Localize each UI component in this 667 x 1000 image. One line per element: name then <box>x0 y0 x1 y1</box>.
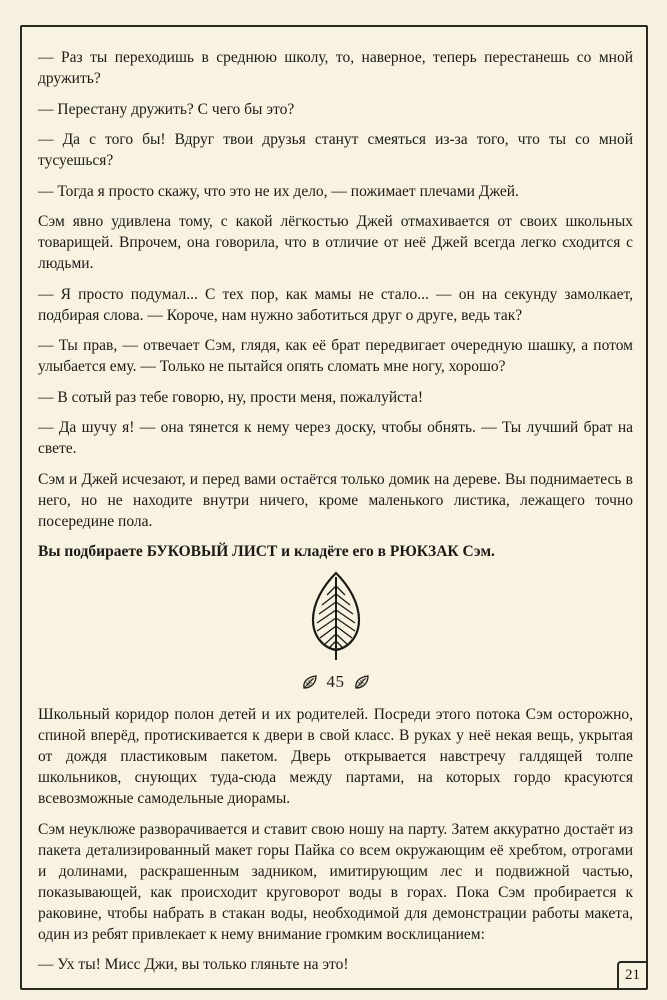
beech-leaf-icon <box>310 570 362 662</box>
book-page <box>20 25 648 990</box>
paragraph: — Ты прав, — отвечает Сэм, глядя, как её брат передвигает очередную шашку, а потом улыбается ему. — Только не пытайся опять сломать мне ногу, хорошо? <box>38 337 633 375</box>
section-marker <box>38 672 633 692</box>
paragraph: Школьный коридор полон детей и их родителей. Посреди этого потока Сэм осторожно, спиной вперёд, протискивается к двери в свой класс. В руках у неё некая вещь, укрытая от дождя пластиковым пакетом. Дверь открывается навстречу галдящей толпе школьников, снующих туда-сюда между партами, на которых гордо красуются всевозможные самодельные диорамы. <box>38 706 633 807</box>
paragraph: Сэм явно удивлена тому, с какой лёгкостью Джей отмахивается от своих школьных товарищей. Впрочем, она говорила, что в отличие от неё Джей всегда легко сходится с людьми. <box>38 213 633 272</box>
illustration <box>38 570 633 662</box>
paragraph: — Да с того бы! Вдруг твои друзья станут смеяться из-за того, что ты со мной тусуешься? <box>38 131 633 169</box>
paragraph: — Ух ты! Мисс Джи, вы только гляньте на это! <box>38 956 349 973</box>
item-instruction: Вы подбираете БУКОВЫЙ ЛИСТ и кладёте его в РЮКЗАК Сэм. <box>38 543 495 560</box>
section-number: 45 <box>326 672 345 691</box>
small-leaf-icon <box>353 674 371 690</box>
page-content <box>38 47 633 985</box>
paragraph: — Раз ты переходишь в среднюю школу, то, наверное, теперь перестанешь со мной дружить? <box>38 49 633 87</box>
paragraph: Сэм неуклюже разворачивается и ставит свою ношу на парту. Затем аккуратно достаёт из пакета детализированный макет горы Пайка со всем окружающим её хребтом, отрогами и долинами, раскрашенным задником, имитирующим лес и подвижной частью, показывающей, как происходит круговорот воды в горах. Пока Сэм пробирается к раковине, чтобы набрать в стакан воды, необходимой для демонстрации работы макета, один из ребят привлекает к нему внимание громким восклицанием: <box>38 820 633 943</box>
paragraph: — Перестану дружить? С чего бы это? <box>38 100 295 118</box>
small-leaf-icon <box>301 674 319 690</box>
page-number: 21 <box>617 961 646 988</box>
paragraph: — Тогда я просто скажу, что это не их дело, — пожимает плечами Джей. <box>38 182 519 200</box>
paragraph: — Я просто подумал... С тех пор, как мамы не стало... — он на секунду замолкает, подбирая слова. — Короче, нам нужно заботиться друг о друге, ведь так? <box>38 285 633 324</box>
paragraph: Сэм и Джей исчезают, и перед вами остаётся только домик на дереве. Вы поднимаетесь в него, но не находите внутри ничего, кроме маленького листика, лежащего точно посередине пола. <box>38 470 633 530</box>
paragraph: — В сотый раз тебе говорю, ну, прости меня, пожалуйста! <box>38 388 424 406</box>
paragraph: — Да шучу я! — она тянется к нему через доску, чтобы обнять. — Ты лучший брат на свете. <box>38 419 633 457</box>
